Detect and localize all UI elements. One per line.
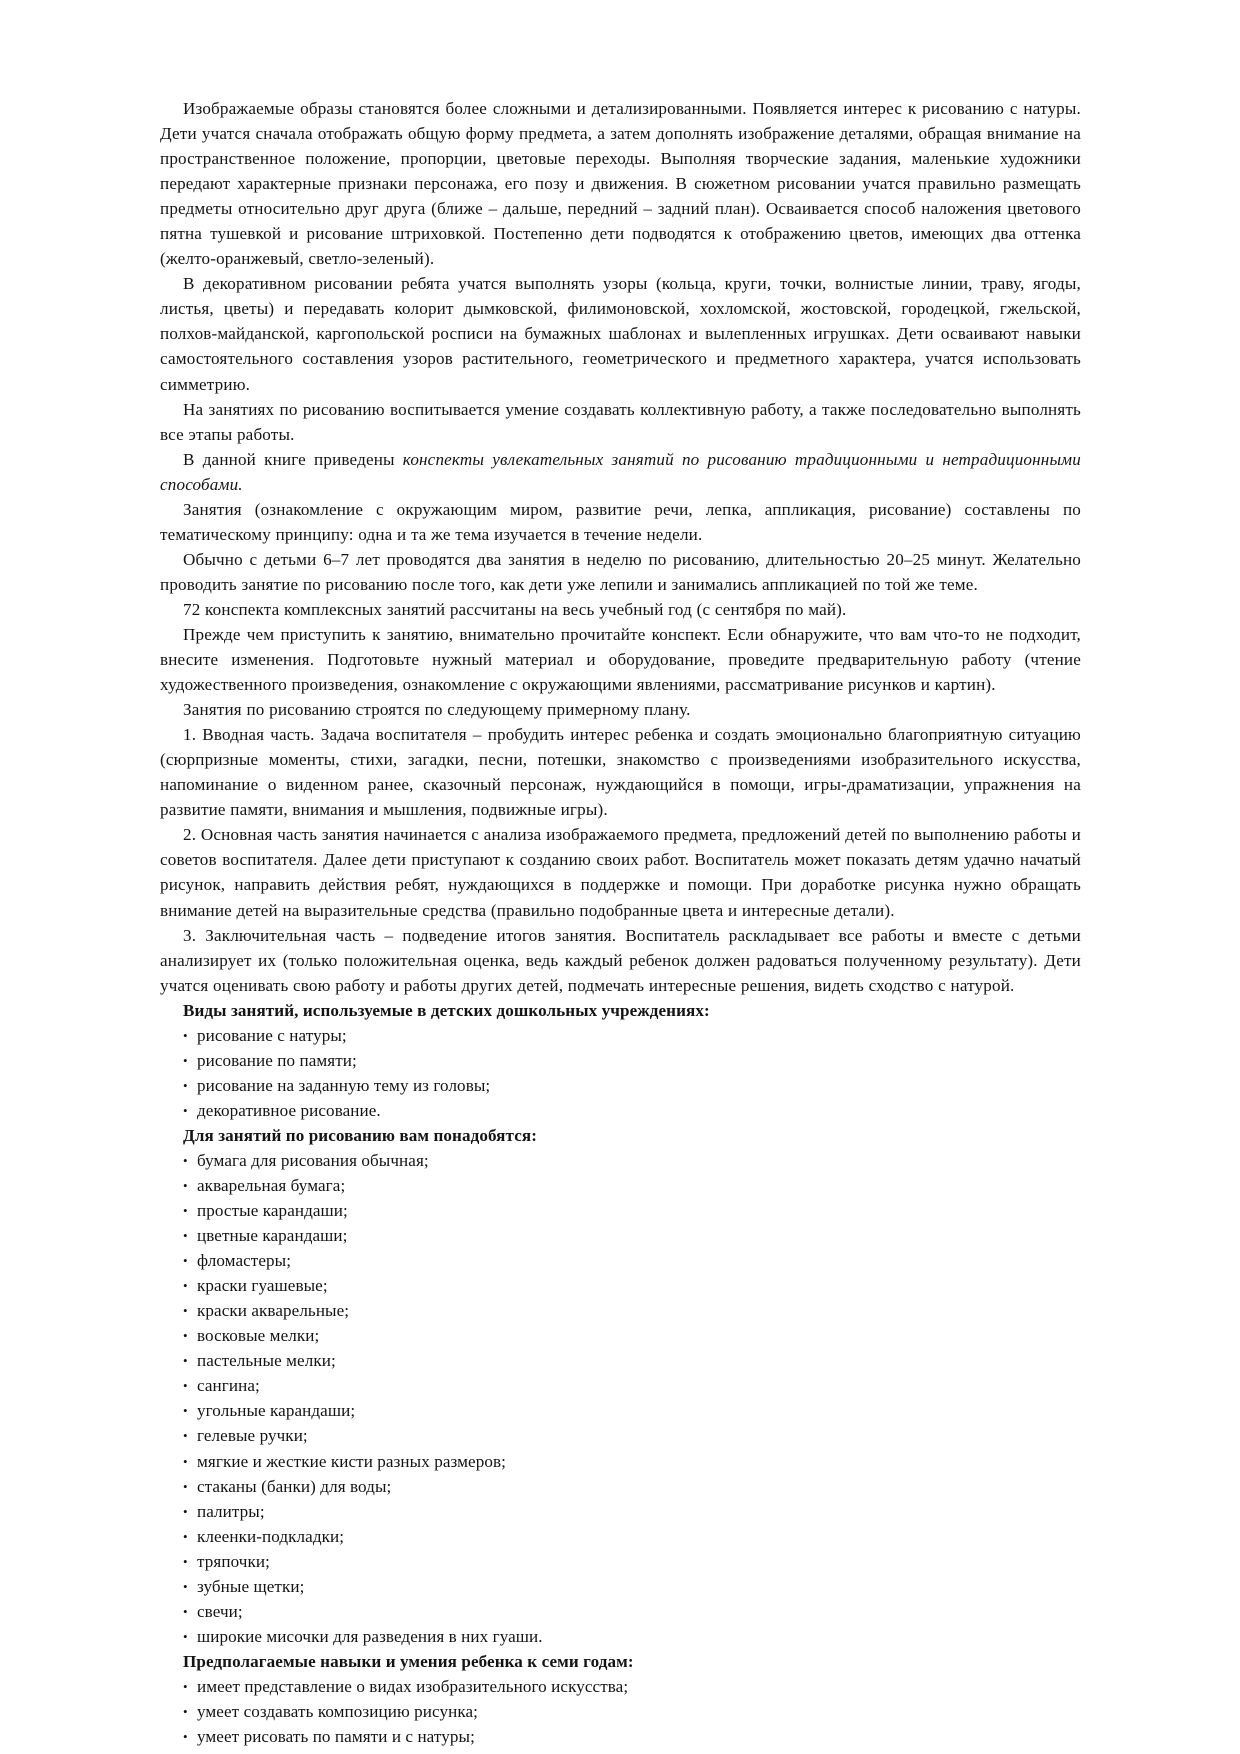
section-heading-lesson-types: Виды занятий, используемые в детских дошкольных учреждениях: [183,1000,710,1020]
bullet-icon: • [183,1203,188,1219]
list-item [160,1724,1081,1749]
list-item [160,1449,1081,1474]
bullet-icon: • [183,1152,188,1168]
list-item [160,1549,1081,1574]
list-item [160,1624,1081,1649]
list-item [160,1674,1081,1699]
paragraph-7: 72 конспекта комплексных занятий рассчитаны на весь учебный год (с сентября по май). [183,599,847,619]
bullet-list-materials [160,1148,1081,1649]
list-item-label: имеет представление о видах изобразительного искусства; [197,1676,629,1696]
section-heading-materials: Для занятий по рисованию вам понадобятся: [183,1125,537,1145]
list-item-label: краски гуашевые; [197,1276,328,1296]
list-item-label: бумага для рисования обычная; [197,1150,429,1170]
list-item [160,1323,1081,1348]
list-item-label: широкие мисочки для разведения в них гуаши. [197,1626,543,1646]
list-item-label: фломастеры; [197,1251,292,1271]
bullet-list-expected-skills [160,1674,1081,1749]
list-item-label: рисование с натуры; [197,1025,347,1045]
bullet-icon: • [183,1102,188,1118]
bullet-icon: • [183,1328,188,1344]
list-item-label: умеет рисовать по памяти и с натуры; [197,1727,475,1747]
list-item-label: сангина; [197,1376,260,1396]
list-item-label: декоративное рисование. [197,1100,381,1120]
list-item-label: мягкие и жесткие кисти разных размеров; [197,1451,506,1471]
list-item-label: свечи; [197,1601,243,1621]
bullet-icon: • [183,1628,188,1644]
list-item-label: простые карандаши; [197,1201,348,1221]
bullet-icon: • [183,1228,188,1244]
list-item [160,1499,1081,1524]
list-item [160,1373,1081,1398]
list-item-label: палитры; [197,1501,265,1521]
bullet-list-lesson-types [160,1023,1081,1123]
bullet-icon: • [183,1077,188,1093]
bullet-icon: • [183,1353,188,1369]
list-item [160,1198,1081,1223]
text-column [160,96,1081,1749]
bullet-icon: • [183,1027,188,1043]
bullet-icon: • [183,1478,188,1494]
list-item-label: стаканы (банки) для воды; [197,1476,392,1496]
section-heading-expected-skills: Предполагаемые навыки и умения ребенка к семи годам: [183,1651,634,1671]
bullet-icon: • [183,1553,188,1569]
list-item [160,1248,1081,1273]
bullet-icon: • [183,1704,188,1719]
list-item [160,1023,1081,1048]
bullet-icon: • [183,1253,188,1269]
bullet-icon: • [183,1303,188,1319]
paragraph-11: 2. Основная часть занятия начинается с анализа изображаемого предмета, предложений детей по выполнению работы и советов воспитателя. Далее дети приступают к созданию своих работ. Воспитатель может показать детям удачно начатый рисунок, направить действия ребят, нуждающихся в поддержке и помощи. При доработке рисунка нужно обращать внимание детей на выразительные средства (правильно подобранные цвета и интересные детали). [160,825,1081,920]
bullet-icon: • [183,1729,188,1745]
list-item [160,1474,1081,1499]
bullet-icon: • [183,1052,188,1068]
list-item [160,1574,1081,1599]
list-item [160,1073,1081,1098]
bullet-icon: • [183,1403,188,1419]
bullet-icon: • [183,1428,188,1444]
list-item [160,1273,1081,1298]
paragraph-4-italic-title: конспекты увлекательных занятий по рисованию традиционными и нетрадиционными способами. [160,449,1081,494]
bullet-icon: • [183,1603,188,1619]
paragraph-4-lead: В данной книге приведены [183,449,403,469]
list-item-label: восковые мелки; [197,1326,320,1346]
paragraph-3: На занятиях по рисованию воспитывается умение создавать коллективную работу, а также последовательно выполнять все этапы работы. [160,399,1081,444]
list-item-label: умеет создавать композицию рисунка; [197,1702,478,1721]
paragraph-4 [160,447,1081,497]
list-item [160,1048,1081,1073]
list-item-label: зубные щетки; [197,1576,305,1596]
list-item-label: гелевые ручки; [197,1426,308,1446]
list-item-label: цветные карандаши; [197,1226,348,1246]
list-item [160,1223,1081,1248]
list-item-label: рисование по памяти; [197,1050,357,1070]
list-item [160,1599,1081,1624]
bullet-icon: • [183,1278,188,1294]
bullet-icon: • [183,1378,188,1394]
paragraph-10: 1. Вводная часть. Задача воспитателя – пробудить интерес ребенка и создать эмоционально благоприятную ситуацию (сюрпризные моменты, стихи, загадки, песни, потешки, знакомство с произведениями изобразительного искусства, напоминание о виденном ранее, сказочный персонаж, нуждающийся в помощи, игры-драматизации, упражнения на развитие памяти, внимания и мышления, подвижные игры). [160,725,1081,820]
bullet-icon: • [183,1503,188,1519]
list-item-label: акварельная бумага; [197,1176,346,1196]
list-item [160,1348,1081,1373]
bullet-icon: • [183,1453,188,1469]
list-item-label: рисование на заданную тему из головы; [197,1075,491,1095]
list-item-label: пастельные мелки; [197,1351,336,1371]
list-item [160,1148,1081,1173]
bullet-icon: • [183,1678,188,1694]
bullet-icon: • [183,1528,188,1544]
list-item [160,1173,1081,1198]
list-item [160,1398,1081,1423]
paragraph-12: 3. Заключительная часть – подведение итогов занятия. Воспитатель раскладывает все работы и вместе с детьми анализирует их (только положительная оценка, ведь каждый ребенок должен радоваться полученному результату). Дети учатся оценивать свою работу и работы других детей, подмечать интересные решения, видеть сходство с натурой. [160,925,1081,995]
paragraph-6: Обычно с детьми 6–7 лет проводятся два занятия в неделю по рисованию, длительностью 20–25 минут. Желательно проводить занятие по рисованию после того, как дети уже лепили и занимались аппликацией по той же теме. [160,549,1081,594]
list-item-label: краски акварельные; [197,1301,350,1321]
list-item [160,1423,1081,1448]
paragraph-5: Занятия (ознакомление с окружающим миром, развитие речи, лепка, аппликация, рисование) составлены по тематическому принципу: одна и та же тема изучается в течение недели. [160,499,1081,544]
paragraph-9: Занятия по рисованию строятся по следующему примерному плану. [183,700,691,720]
list-item [160,1524,1081,1549]
paragraph-2: В декоративном рисовании ребята учатся выполнять узоры (кольца, круги, точки, волнистые линии, траву, ягоды, листья, цветы) и передавать колорит дымковской, филимоновской, хохломской, жостовской, городецкой, гжельской, полхов-майданской, каргопольской росписи на бумажных шаблонах и вылепленных игрушках. Дети осваивают навыки самостоятельного составления узоров растительного, геометрического и предметного характера, учатся использовать симметрию. [160,274,1081,394]
bullet-icon: • [183,1578,188,1594]
list-item [160,1098,1081,1123]
list-item [160,1298,1081,1323]
list-item-label: угольные карандаши; [197,1401,356,1421]
list-item-label: тряпочки; [197,1551,270,1571]
bullet-icon: • [183,1178,188,1194]
list-item-label: клеенки-подкладки; [197,1526,345,1546]
paragraph-8: Прежде чем приступить к занятию, внимательно прочитайте конспект. Если обнаружите, что вам что-то не подходит, внесите изменения. Подготовьте нужный материал и оборудование, проведите предварительную работу (чтение художественного произведения, ознакомление с окружающими явлениями, рассматривание рисунков и картин). [160,624,1081,695]
list-item [160,1699,1081,1724]
paragraph-1: Изображаемые образы становятся более сложными и детализированными. Появляется интерес к рисованию с натуры. Дети учатся сначала отображать общую форму предмета, а затем дополнять изображение деталями, обращая внимание на пространственное положение, пропорции, цветовые переходы. Выполняя творческие задания, маленькие художники передают характерные признаки персонажа, его позу и движения. В сюжетном рисовании учатся правильно размещать предметы относительно друг друга (ближе – дальше, передний – задний план). Осваивается способ наложения цветового пятна тушевкой и рисование штриховкой. Постепенно дети подводятся к отображению цветов, имеющих два оттенка (желто-оранжевый, светло-зеленый). [160,99,1081,269]
